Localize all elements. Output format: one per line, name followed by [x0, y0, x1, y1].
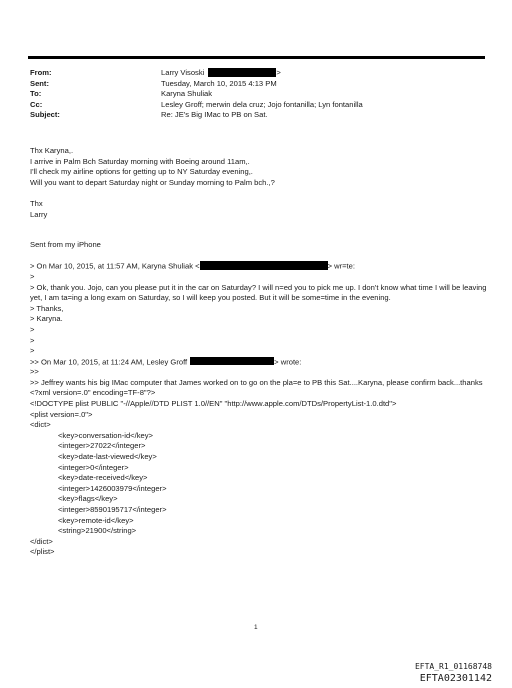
signoff: Thx: [30, 198, 43, 208]
xml-line: <key>date-last-viewed</key>: [58, 452, 157, 462]
sent-row: [30, 79, 490, 90]
email-body: [30, 146, 488, 558]
subject-label: Subject:: [30, 110, 60, 120]
to-value: Karyna Shuliak: [161, 89, 213, 99]
cc-row: [30, 100, 490, 111]
redaction-box: [190, 357, 274, 366]
redaction-box: [200, 261, 328, 270]
xml-line: <integer>0</integer>: [58, 462, 129, 472]
quote-1-header: [30, 261, 488, 272]
footer-reference-2: EFTA02301142: [419, 673, 492, 684]
xml-plist-close: </plist>: [30, 547, 55, 557]
sent-from-note: Sent from my iPhone: [30, 240, 101, 250]
from-value-end: >: [276, 68, 281, 77]
xml-doctype: <!DOCTYPE plist PUBLIC "-//Apple//DTD PLIST 1.0//EN" "http://www.apple.com/DTDs/PropertyList-1.0.dtd">: [30, 399, 397, 409]
quote-1-sign: > Karyna.: [30, 314, 63, 324]
to-label: To:: [30, 89, 42, 99]
quote-1-header-end: > wr=te:: [327, 261, 355, 271]
quote-marker: >: [30, 335, 35, 345]
body-line-1: I arrive in Palm Bch Saturday morning with Boeing around 11am,.: [30, 156, 250, 166]
quote-1-body: > Ok, thank you. Jojo, can you please put it in the car on Saturday? I will n=ed you to pick me up. I don't know what time I will be leaving yet, I am ta=ing a long exam on Saturday, so I will keep you posted. But it will be some=time in the evening.: [30, 282, 487, 303]
sent-value: Tuesday, March 10, 2015 4:13 PM: [161, 78, 277, 88]
footer-reference-1: EFTA_R1_01168748: [414, 662, 492, 671]
quote-1-thanks: > Thanks,: [30, 303, 64, 313]
from-row: [30, 68, 490, 79]
xml-line: <key>date-received</key>: [58, 473, 148, 483]
quote-marker: >: [30, 271, 35, 281]
xml-line: <string>21900</string>: [58, 526, 137, 536]
quote-2-header-end: > wrote:: [274, 357, 302, 367]
quote-marker: >>: [30, 367, 39, 377]
to-row: [30, 89, 490, 100]
signature: Larry: [30, 209, 48, 219]
xml-dict-close: </dict>: [30, 536, 53, 546]
quote-marker: >: [30, 324, 35, 334]
from-value: Larry Visoski: [161, 68, 205, 77]
redaction-box: [208, 68, 276, 77]
xml-plist-open: <plist version=.0">: [30, 409, 93, 419]
greeting: Thx Karyna,.: [30, 146, 74, 155]
xml-line: <integer>1426003979</integer>: [58, 483, 167, 493]
xml-declaration: <?xml version=.0" encoding=TF-8"?>: [30, 388, 156, 398]
from-label: From:: [30, 68, 52, 77]
quote-2-header-text: >> On Mar 10, 2015, at 11:24 AM, Lesley Groff: [30, 357, 188, 367]
xml-line: <key>flags</key>: [58, 494, 118, 504]
header-rule: [28, 56, 485, 59]
cc-label: Cc:: [30, 99, 43, 109]
quote-1-header-text: > On Mar 10, 2015, at 11:57 AM, Karyna Shuliak <: [30, 261, 200, 271]
xml-line: <integer>27022</integer>: [58, 441, 146, 451]
subject-row: [30, 110, 490, 121]
xml-line: <key>conversation-id</key>: [58, 430, 153, 440]
quote-marker: >: [30, 346, 35, 356]
xml-dict-open: <dict>: [30, 420, 51, 430]
xml-line: <integer>8590195717</integer>: [58, 505, 167, 514]
body-line-2: I'll check my airline options for getting up to NY Saturday evening,.: [30, 167, 253, 177]
body-line-3: Will you want to depart Saturday night or Sunday morning to Palm bch.,?: [30, 177, 275, 187]
quote-2-header: [30, 357, 488, 368]
subject-value: Re: JE's Big IMac to PB on Sat.: [161, 110, 268, 120]
xml-line: <key>remote-id</key>: [58, 515, 134, 525]
quote-2-body: >> Jeffrey wants his big IMac computer that James worked on to go on the pla=e to PB this Sat....Karyna, please confirm back...thanks: [30, 377, 483, 387]
page-number: 1: [254, 624, 258, 631]
email-header: [30, 68, 490, 121]
cc-value: Lesley Groff; merwin dela cruz; Jojo fontanilla; Lyn fontanilla: [161, 99, 363, 109]
sent-label: Sent:: [30, 78, 49, 88]
